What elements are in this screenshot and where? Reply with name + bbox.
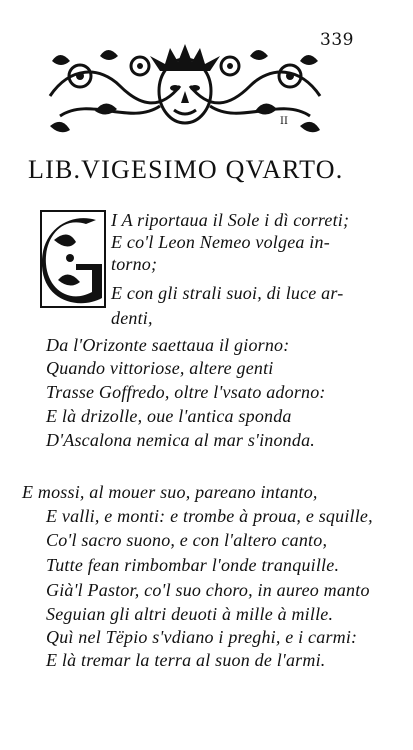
verse-line: Co'l sacro suono, e con l'altero canto,	[46, 530, 328, 550]
page-number: 339	[320, 30, 354, 50]
verse-line: Quando vittoriose, altere genti	[46, 358, 274, 378]
verse-line: Quì nel Tëpio s'vdiano i preghi, e i carmi:	[46, 627, 358, 647]
verse-line: E mossi, al mouer suo, pareano intanto,	[22, 482, 318, 502]
verse-line: D'Ascalona nemica al mar s'inonda.	[46, 430, 315, 450]
verse-line: E là tremar la terra al suon de l'armi.	[46, 650, 326, 670]
verse-line: Tutte fean rimbombar l'onde tranquille.	[46, 555, 340, 575]
verse-line: E con gli strali suoi, di luce ar-	[111, 283, 344, 303]
verse-line: Già'l Pastor, co'l suo choro, in aureo manto	[46, 580, 370, 600]
chapter-title: LIB.VIGESIMO QVARTO.	[28, 155, 344, 184]
face-mask-icon	[150, 44, 220, 123]
verse-line: Da l'Orizonte saettaua il giorno:	[46, 335, 290, 355]
verse-line: E valli, e monti: e trombe à proua, e squille,	[46, 506, 373, 526]
verse-line: Trasse Goffredo, oltre l'vsato adorno:	[46, 382, 326, 402]
verse-line: I A riportaua il Sole i dì correti;	[111, 210, 350, 230]
verse-line: torno;	[111, 254, 158, 274]
headpiece-mark: II	[280, 116, 288, 127]
verse-line: denti,	[111, 308, 153, 328]
floral-headpiece-ornament	[40, 36, 330, 136]
decorated-initial-g-icon	[40, 210, 106, 308]
verse-line: E là drizolle, oue l'antica sponda	[46, 406, 292, 426]
verse-line: E co'l Leon Nemeo volgea in-	[111, 232, 330, 252]
verse-line: Seguian gli altri deuoti à mille à mille.	[46, 604, 334, 624]
